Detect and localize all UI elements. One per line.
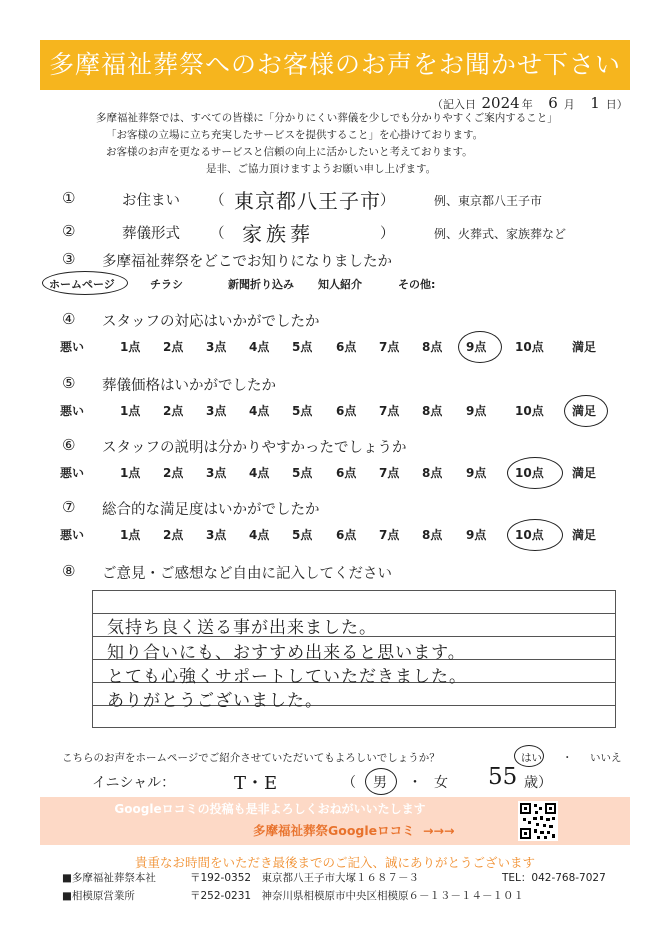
q1-residence bbox=[62, 187, 632, 213]
q1-example: 例、東京都八王子市 bbox=[434, 194, 543, 208]
google-review-request: Googleロコミの投稿も是非よろしくおねがいいたします bbox=[114, 802, 426, 816]
rating-option: 9点 bbox=[466, 340, 487, 354]
thanks-message: 貴重なお時間をいただき最後までのご記入、誠にありがとうございます bbox=[134, 855, 535, 870]
rating-option: 9点 bbox=[466, 404, 487, 418]
rating-option: 満足 bbox=[572, 404, 597, 418]
initials-row bbox=[92, 764, 632, 796]
q3-label: 多摩福祉葬祭をどこでお知りになりましたか bbox=[102, 254, 392, 270]
q3-source bbox=[62, 248, 632, 270]
google-review-link[interactable] bbox=[253, 821, 454, 839]
q6-rating-scale bbox=[60, 464, 630, 484]
q4-staff-response bbox=[62, 308, 632, 330]
rating-option: 5点 bbox=[292, 528, 313, 542]
rating-option: 5点 bbox=[292, 466, 313, 480]
permission-yes: はい bbox=[521, 752, 542, 764]
q6-explanation bbox=[62, 434, 632, 456]
date-day: 1 bbox=[590, 94, 600, 112]
q4-number: ④ bbox=[62, 310, 76, 328]
intro-line: 是非、ご協力頂けますようお願い申し上げます。 bbox=[206, 163, 437, 175]
age-suffix: 歳） bbox=[524, 775, 552, 791]
rating-option: 6点 bbox=[336, 528, 357, 542]
rating-option: 10点 bbox=[515, 404, 544, 418]
comment-line: とても心強くサポートしていただきました。 bbox=[107, 667, 467, 687]
permission-separator: ・ bbox=[562, 752, 573, 764]
gender-separator: ・ bbox=[408, 775, 422, 791]
q2-label: 葬儀形式 bbox=[122, 226, 180, 242]
q6-label: スタッフの説明は分かりやすかったでしょうか bbox=[102, 440, 407, 456]
office-tel: TEL：042-768-7027 bbox=[502, 872, 606, 884]
rating-option: 1点 bbox=[120, 466, 141, 480]
q2-close-paren: ） bbox=[380, 226, 395, 242]
rating-option: 9点 bbox=[466, 466, 487, 480]
selection-circle bbox=[507, 457, 563, 489]
rating-option: 3点 bbox=[206, 466, 227, 480]
q1-answer: 東京都八王子市 bbox=[234, 189, 381, 213]
q3-option-homepage: ホームページ bbox=[49, 278, 115, 291]
q3-option-referral: 知人紹介 bbox=[318, 278, 362, 291]
q6-number: ⑥ bbox=[62, 436, 76, 454]
q3-option-flyer: チラシ bbox=[150, 278, 183, 291]
rating-option: 7点 bbox=[379, 404, 400, 418]
permission-question bbox=[62, 748, 632, 768]
q7-rating-scale bbox=[60, 526, 630, 546]
q4-rating-scale bbox=[60, 338, 630, 358]
q5-rating-scale bbox=[60, 402, 630, 422]
rating-option: 10点 bbox=[515, 528, 544, 542]
rating-option: 7点 bbox=[379, 528, 400, 542]
q4-label: スタッフの対応はいかがでしたか bbox=[102, 314, 320, 330]
q7-label: 総合的な満足度はいかがでしたか bbox=[102, 502, 320, 518]
initials-label: イニシャル： bbox=[92, 775, 176, 791]
rating-option: 2点 bbox=[163, 340, 184, 354]
initials-value: T・E bbox=[234, 773, 278, 794]
selection-circle bbox=[507, 519, 563, 551]
selection-circle bbox=[564, 395, 608, 427]
date-month-suffix: 月 bbox=[563, 98, 575, 111]
date-label: （記入日 bbox=[432, 98, 476, 111]
rating-option: 満足 bbox=[572, 340, 597, 354]
office-info bbox=[62, 870, 632, 910]
gender-male: 男 bbox=[373, 775, 387, 791]
rating-option: 悪い bbox=[60, 340, 85, 354]
selection-circle bbox=[365, 768, 397, 795]
office-name: ■多摩福祉葬祭本社 bbox=[62, 872, 156, 884]
q2-open-paren: （ bbox=[210, 226, 225, 242]
qr-code-icon[interactable] bbox=[518, 801, 558, 841]
q8-label: ご意見・ご感想など自由に記入してください bbox=[102, 566, 392, 582]
q3-option-newspaper: 新聞折り込み bbox=[228, 278, 294, 291]
rating-option: 1点 bbox=[120, 404, 141, 418]
rating-option: 2点 bbox=[163, 528, 184, 542]
q2-answer: 家族葬 bbox=[242, 222, 314, 246]
rating-option: 5点 bbox=[292, 340, 313, 354]
rating-option: 7点 bbox=[379, 340, 400, 354]
rating-option: 満足 bbox=[572, 466, 597, 480]
rating-option: 3点 bbox=[206, 340, 227, 354]
rating-option: 2点 bbox=[163, 466, 184, 480]
google-review-banner bbox=[40, 797, 630, 845]
q3-options bbox=[40, 272, 600, 296]
rating-option: 1点 bbox=[120, 528, 141, 542]
rating-option: 4点 bbox=[249, 528, 270, 542]
q2-number: ② bbox=[62, 222, 76, 240]
rating-option: 4点 bbox=[249, 466, 270, 480]
intro-text bbox=[96, 110, 616, 178]
comment-line: 気持ち良く送る事が出来ました。 bbox=[107, 618, 377, 638]
q1-open-paren: （ bbox=[210, 193, 225, 209]
rating-option: 悪い bbox=[60, 466, 85, 480]
rating-option: 6点 bbox=[336, 466, 357, 480]
date-day-suffix: 日） bbox=[605, 98, 628, 111]
selection-circle bbox=[42, 271, 128, 295]
rating-option: 4点 bbox=[249, 340, 270, 354]
rating-option: 悪い bbox=[60, 528, 85, 542]
comment-line: ありがとうございました。 bbox=[107, 691, 323, 711]
rating-option: 6点 bbox=[336, 404, 357, 418]
q7-overall bbox=[62, 496, 632, 518]
initials-open-paren: （ bbox=[342, 775, 356, 791]
rating-option: 8点 bbox=[422, 528, 443, 542]
rating-option: 8点 bbox=[422, 340, 443, 354]
q7-number: ⑦ bbox=[62, 498, 76, 516]
q5-number: ⑤ bbox=[62, 374, 76, 392]
rating-option: 8点 bbox=[422, 404, 443, 418]
gender-female: 女 bbox=[434, 775, 448, 791]
intro-line: お客様のお声を更なるサービスと信頼の向上に活かしたいと考えております。 bbox=[106, 146, 473, 158]
q5-label: 葬儀価格はいかがでしたか bbox=[102, 378, 276, 394]
rating-option: 6点 bbox=[336, 340, 357, 354]
page-title-banner: 多摩福祉葬祭へのお客様のお声をお聞かせ下さい bbox=[40, 40, 630, 90]
rating-option: 9点 bbox=[466, 528, 487, 542]
q3-option-other: その他: bbox=[398, 278, 436, 291]
rating-option: 5点 bbox=[292, 404, 313, 418]
permission-no: いいえ bbox=[590, 752, 622, 764]
q8-comments bbox=[62, 560, 632, 582]
q1-number: ① bbox=[62, 189, 76, 207]
rating-option: 満足 bbox=[572, 528, 597, 542]
q1-label: お住まい bbox=[122, 193, 180, 209]
rating-option: 悪い bbox=[60, 404, 85, 418]
rating-option: 4点 bbox=[249, 404, 270, 418]
rating-option: 2点 bbox=[163, 404, 184, 418]
q3-number: ③ bbox=[62, 250, 76, 268]
date-month: 6 bbox=[548, 94, 558, 112]
office-name: ■相模原営業所 bbox=[62, 890, 135, 902]
rating-option: 10点 bbox=[515, 340, 544, 354]
q2-funeral-type bbox=[62, 220, 632, 246]
date-year: 2024 bbox=[481, 94, 520, 112]
intro-line: 「お客様の立場に立ち充実したサービスを提供すること」を心掛けております。 bbox=[106, 129, 484, 141]
intro-line: 多摩福祉葬祭では、すべての皆様に「分かりにくい葬儀を少しでも分かりやすくご案内すること」 bbox=[96, 112, 558, 124]
rating-option: 7点 bbox=[379, 466, 400, 480]
rating-option: 3点 bbox=[206, 528, 227, 542]
q1-close-paren: ） bbox=[380, 193, 395, 209]
comment-line: 知り合いにも、おすすめ出来ると思います。 bbox=[107, 643, 466, 663]
comment-box bbox=[92, 590, 616, 728]
permission-text: こちらのお声をホームページでご紹介させていただいてもよろしいでしょうか？ bbox=[62, 752, 440, 764]
date-year-suffix: 年 bbox=[521, 98, 533, 111]
selection-circle bbox=[458, 331, 502, 363]
rating-option: 10点 bbox=[515, 466, 544, 480]
rating-option: 1点 bbox=[120, 340, 141, 354]
google-review-link-label: 多摩福祉葬祭Googleロコミ bbox=[253, 823, 415, 838]
office-address: 〒192-0352 東京都八王子市大塚１６８７－３ bbox=[190, 872, 420, 884]
rating-option: 3点 bbox=[206, 404, 227, 418]
office-address: 〒252-0231 神奈川県相模原市中央区相模原６－１３－１４－１０１ bbox=[190, 890, 525, 902]
q2-example: 例、火葬式、家族葬など bbox=[434, 227, 567, 241]
arrow-right-icon: →→→ bbox=[423, 823, 455, 838]
selection-circle bbox=[514, 745, 544, 767]
rating-option: 8点 bbox=[422, 466, 443, 480]
q8-number: ⑧ bbox=[62, 562, 76, 580]
age-value: 55 bbox=[488, 764, 518, 790]
q5-price bbox=[62, 372, 632, 394]
